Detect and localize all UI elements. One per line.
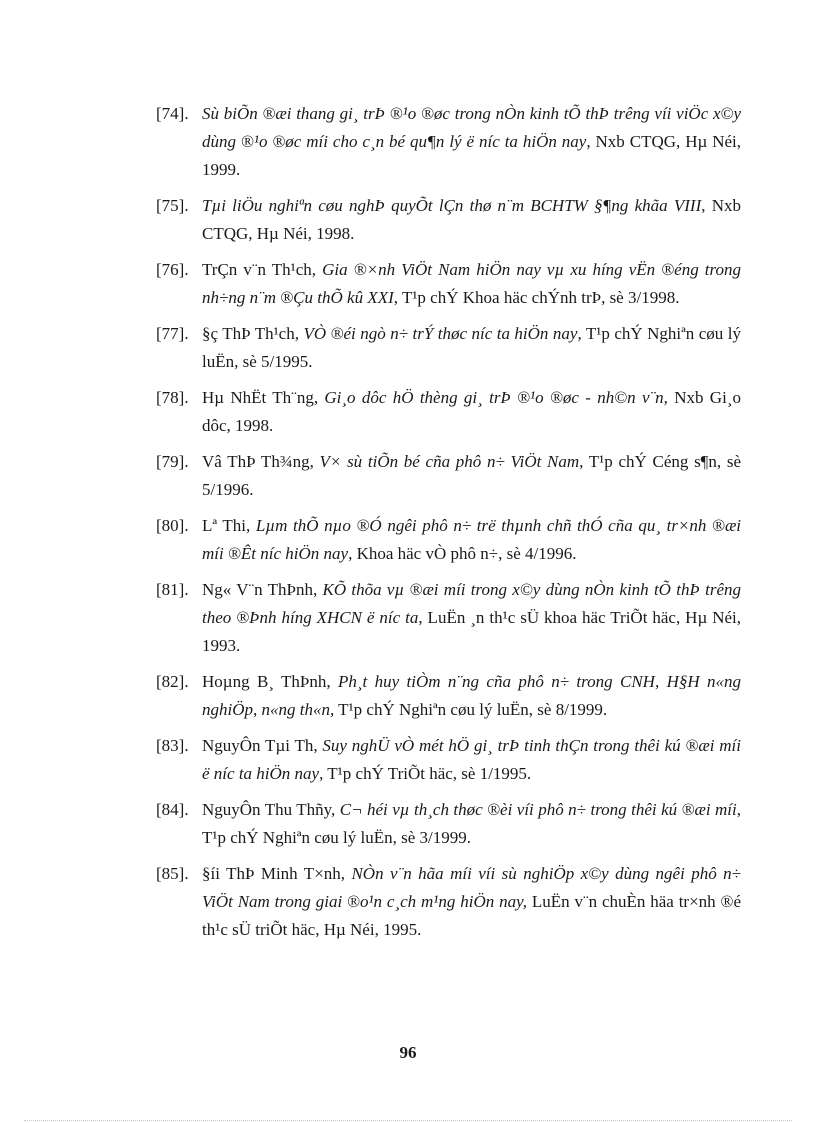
reference-publisher: LuËn v¨n chuÈn häa tr×nh ®é th¹c sÜ triÕt häc, Hµ Néi, 1995. <box>202 892 741 939</box>
reference-author: §ç ThÞ Th¹ch, <box>202 324 304 343</box>
reference-title: NÒn v¨n hãa míi víi sù nghiÖp x©y dùng ngêi phô n÷ ViÖt Nam trong giai ®o¹n c¸ch m¹ng hiÖn nay, <box>202 864 741 911</box>
reference-number: [82]. <box>156 672 189 691</box>
reference-number: [74]. <box>156 104 189 123</box>
reference-text <box>202 732 741 788</box>
reference-number: [78]. <box>156 388 189 407</box>
reference-author: Ng« V¨n ThÞnh, <box>202 580 323 599</box>
reference-item <box>156 320 741 376</box>
reference-number: [76]. <box>156 260 189 279</box>
reference-publisher: , T¹p chÝ TriÕt häc, sè 1/1995. <box>319 764 532 783</box>
reference-text <box>202 256 741 312</box>
reference-item <box>156 732 741 788</box>
reference-number: [77]. <box>156 324 189 343</box>
reference-text <box>202 192 741 248</box>
reference-publisher: T¹p chÝ Nghiªn cøu lý luËn, sè 8/1999. <box>334 700 608 719</box>
reference-author: TrÇn v¨n Th¹ch, <box>202 260 323 279</box>
reference-publisher: , Nxb CTQG, Hµ Néi, 1999. <box>202 132 741 179</box>
reference-text <box>202 796 741 852</box>
reference-text <box>202 668 741 724</box>
reference-text <box>202 512 741 568</box>
reference-text <box>202 860 741 944</box>
reference-author: NguyÔn Thu Thñy, <box>202 800 340 819</box>
reference-title: VÒ ®éi ngò n÷ trÝ thøc níc ta hiÖn nay <box>303 324 578 343</box>
reference-item <box>156 512 741 568</box>
reference-text <box>202 100 741 184</box>
reference-number: [80]. <box>156 516 189 535</box>
reference-title: Ph¸t huy tiÒm n¨ng cña phô n÷ trong CNH, H§H n«ng nghiÖp, n«ng th«n, <box>202 672 741 719</box>
reference-item <box>156 668 741 724</box>
reference-publisher: , Khoa häc vÒ phô n÷, sè 4/1996. <box>348 544 577 563</box>
page-bottom-divider <box>24 1120 792 1121</box>
reference-item <box>156 256 741 312</box>
reference-author: NguyÔn Tµi Th, <box>202 736 323 755</box>
reference-item <box>156 192 741 248</box>
reference-publisher: , T¹p chÝ Khoa häc chÝnh trÞ, sè 3/1998. <box>393 288 680 307</box>
reference-title: Tµi liÖu nghiªn cøu nghÞ quyÕt lÇn thø n¨m BCHTW §¶ng khãa VIII <box>202 196 702 215</box>
reference-number: [84]. <box>156 800 189 819</box>
reference-text <box>202 320 741 376</box>
reference-title: KÕ thõa vµ ®æi míi trong x©y dùng nÒn kinh tÕ thÞ trêng theo ®Þnh híng XHCN ë níc ta <box>202 580 741 627</box>
reference-title: Lµm thÕ nµo ®Ó ngêi phô n÷ trë thµnh chñ thÓ cña qu¸ tr×nh ®æi míi ®Êt níc hiÖn nay <box>202 516 742 563</box>
reference-text <box>202 448 741 504</box>
reference-publisher: , T¹p chÝ Nghiªn cøu lý luËn, sè 5/1995. <box>202 324 741 371</box>
reference-title: Gia ®×nh ViÖt Nam hiÖn nay vµ xu híng vËn ®éng trong nh÷ng n¨m ®Çu thÕ kû XXI <box>202 260 741 307</box>
reference-number: [85]. <box>156 864 189 883</box>
reference-text <box>202 384 741 440</box>
reference-title: C¬ héi vµ th¸ch thøc ®èi víi phô n÷ trong thêi kú ®æi míi <box>339 800 737 819</box>
reference-list <box>156 100 741 952</box>
reference-number: [79]. <box>156 452 189 471</box>
reference-number: [75]. <box>156 196 189 215</box>
reference-publisher: , Nxb CTQG, Hµ Néi, 1998. <box>202 196 741 243</box>
reference-number: [81]. <box>156 580 189 599</box>
reference-publisher: , Nxb Gi¸o dôc, 1998. <box>202 388 741 435</box>
reference-title: Sù biÕn ®æi thang gi¸ trÞ ®¹o ®øc trong nÒn kinh tÕ thÞ trêng víi viÖc x©y dùng ®¹o ®øc míi cho c¸n bé qu¶n lý ë níc ta hiÖn nay <box>202 104 741 151</box>
reference-item <box>156 448 741 504</box>
reference-item <box>156 384 741 440</box>
reference-author: Vâ ThÞ Th¾ng, <box>202 452 320 471</box>
reference-title: Suy nghÜ vÒ mét hÖ gi¸ trÞ tinh thÇn trong thêi kú ®æi míi ë níc ta hiÖn nay <box>202 736 742 783</box>
reference-publisher: , T¹p chÝ Céng s¶n, sè 5/1996. <box>202 452 741 499</box>
reference-item <box>156 796 741 852</box>
reference-author: Hoµng B¸ ThÞnh, <box>202 672 338 691</box>
reference-number: [83]. <box>156 736 189 755</box>
reference-item <box>156 100 741 184</box>
reference-author: §íi ThÞ Minh T×nh, <box>202 864 352 883</box>
reference-text <box>202 576 741 660</box>
page-number: 96 <box>399 1043 417 1062</box>
reference-author: Hµ NhËt Th¨ng, <box>202 388 325 407</box>
reference-title: Gi¸o dôc hÖ thèng gi¸ trÞ ®¹o ®øc - nh©n v¨n <box>324 388 664 407</box>
reference-publisher: , LuËn ¸n th¹c sÜ khoa häc TriÕt häc, Hµ Néi, 1993. <box>202 608 741 655</box>
reference-publisher: , T¹p chÝ Nghiªn cøu lý luËn, sè 3/1999. <box>202 800 741 847</box>
reference-item <box>156 860 741 944</box>
reference-title: V× sù tiÕn bé cña phô n÷ ViÖt Nam <box>319 452 580 471</box>
reference-author: Lª Thi, <box>202 516 256 535</box>
reference-item <box>156 576 741 660</box>
